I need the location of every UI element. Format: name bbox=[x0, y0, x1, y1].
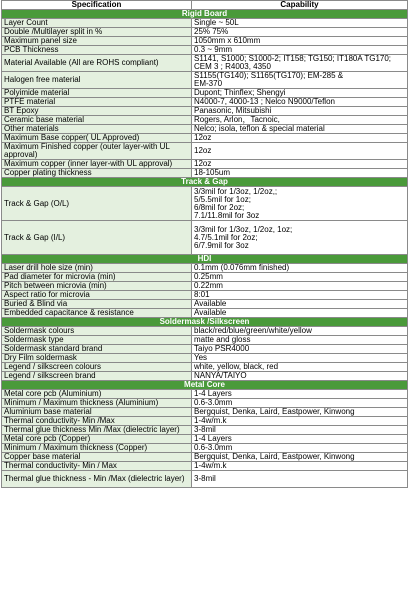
capability-cell bbox=[192, 264, 408, 273]
spec-cell: Aspect ratio for microvia bbox=[2, 291, 192, 300]
spec-cell: Laser drill hole size (min) bbox=[2, 264, 192, 273]
spec-cell: Aluminium base material bbox=[2, 408, 192, 417]
capability-cell bbox=[192, 300, 408, 309]
spec-cell: Legend / silkscreen colours bbox=[2, 363, 192, 372]
capability-cell bbox=[192, 435, 408, 444]
capability-line: Single ~ 50L bbox=[194, 18, 239, 27]
spec-cell: Maximum Base copper( UL Approved) bbox=[2, 134, 192, 143]
table-row bbox=[2, 55, 408, 72]
table-row bbox=[2, 309, 408, 318]
table-row bbox=[2, 28, 408, 37]
spec-cell: Layer Count bbox=[2, 19, 192, 28]
spec-cell: Copper plating thickness bbox=[2, 169, 192, 178]
capability-cell bbox=[192, 89, 408, 98]
capability-line: Panasonic, Mitsubishi bbox=[194, 106, 272, 115]
table-row bbox=[2, 399, 408, 408]
table-row bbox=[2, 19, 408, 28]
section-title: HDI bbox=[2, 255, 408, 264]
spec-cell: Thermal conductivity- Min /Max bbox=[2, 417, 192, 426]
spec-cell: Track & Gap (O/L) bbox=[2, 187, 192, 221]
capability-cell bbox=[192, 134, 408, 143]
section-header bbox=[2, 255, 408, 264]
table-row bbox=[2, 116, 408, 125]
spec-cell: Track & Gap (I/L) bbox=[2, 221, 192, 255]
spec-cell: Minimum / Maximum thickness (Copper) bbox=[2, 444, 192, 453]
table-row bbox=[2, 107, 408, 116]
spec-cell: Pad diameter for microvia (min) bbox=[2, 273, 192, 282]
capability-line: 6/8mil for 2oz; bbox=[194, 202, 245, 212]
capability-cell bbox=[192, 444, 408, 453]
capability-line: 18-105um bbox=[194, 168, 231, 177]
capability-line: 12oz bbox=[194, 133, 212, 142]
capability-line: Available bbox=[194, 299, 227, 308]
table-row bbox=[2, 426, 408, 435]
capability-line: 3/3mil for 1/3oz, 1/2oz, 1oz; bbox=[194, 224, 293, 234]
header-row bbox=[2, 1, 408, 10]
section-title: Track & Gap bbox=[2, 178, 408, 187]
table-row bbox=[2, 444, 408, 453]
spec-cell: Copper base material bbox=[2, 453, 192, 462]
capability-cell bbox=[192, 125, 408, 134]
table-row bbox=[2, 363, 408, 372]
capability-cell bbox=[192, 336, 408, 345]
spec-cell: Maximum copper (inner layer-with UL approval) bbox=[2, 160, 192, 169]
spec-cell: Thermal conductivity- Min / Max bbox=[2, 462, 192, 471]
section-header bbox=[2, 381, 408, 390]
capability-cell bbox=[192, 28, 408, 37]
capability-line: white, yellow, black, red bbox=[194, 362, 279, 371]
capability-line: 1-4 Layers bbox=[194, 434, 232, 443]
section-header bbox=[2, 10, 408, 19]
header-capability: Capability bbox=[192, 1, 408, 10]
capability-line: S1155(TG140); S1165(TG170); EM-285 & bbox=[194, 71, 344, 80]
capability-cell bbox=[192, 291, 408, 300]
capability-line: 8:01 bbox=[194, 290, 210, 299]
capability-line: 0.22mm bbox=[194, 281, 223, 290]
table-row bbox=[2, 471, 408, 488]
capability-line: Available bbox=[194, 308, 227, 317]
capability-cell bbox=[192, 417, 408, 426]
capability-cell bbox=[192, 107, 408, 116]
capability-line: 0.3 ~ 9mm bbox=[194, 45, 233, 54]
capability-cell bbox=[192, 143, 408, 160]
table-row bbox=[2, 169, 408, 178]
table-row bbox=[2, 390, 408, 399]
capability-cell bbox=[192, 169, 408, 178]
capability-cell bbox=[192, 37, 408, 46]
capability-line: matte and gloss bbox=[194, 335, 251, 344]
table-row bbox=[2, 372, 408, 381]
table-row bbox=[2, 72, 408, 89]
table-row bbox=[2, 336, 408, 345]
table-row bbox=[2, 282, 408, 291]
capability-line: Taiyo PSR4000 bbox=[194, 344, 250, 353]
spec-cell: Metal core pcb (Aluminium) bbox=[2, 390, 192, 399]
capability-line: 3/3mil for 1/3oz, 1/2oz,; bbox=[194, 186, 278, 196]
spec-cell: Maximum panel size bbox=[2, 37, 192, 46]
spec-cell: Double /Multilayer split in % bbox=[2, 28, 192, 37]
capability-cell bbox=[192, 282, 408, 291]
capability-line: 3-8mil bbox=[194, 425, 216, 434]
table-row bbox=[2, 134, 408, 143]
capability-line: Rogers, Arlon，Tacnoic, bbox=[194, 115, 280, 124]
spec-cell: BT Epoxy bbox=[2, 107, 192, 116]
capability-line: Nelco; isola, teflon & special material bbox=[194, 124, 325, 133]
spec-cell: PCB Thickness bbox=[2, 46, 192, 55]
capability-line: 25% 75% bbox=[194, 27, 229, 36]
spec-cell: Dry Film soldermask bbox=[2, 354, 192, 363]
table-row bbox=[2, 453, 408, 462]
spec-cell: Legend / silkscreen brand bbox=[2, 372, 192, 381]
capability-cell bbox=[192, 221, 408, 255]
table-row bbox=[2, 435, 408, 444]
header-spec: Specification bbox=[2, 1, 192, 10]
capability-line: N4000-7, 4000-13 ; Nelco N9000/Teflon bbox=[194, 97, 335, 106]
capability-cell bbox=[192, 187, 408, 221]
table-row bbox=[2, 345, 408, 354]
capability-line: 12oz bbox=[194, 159, 212, 168]
spec-cell: Embedded capacitance & resistance bbox=[2, 309, 192, 318]
capability-cell bbox=[192, 462, 408, 471]
capability-cell bbox=[192, 72, 408, 89]
spec-cell: PTFE material bbox=[2, 98, 192, 107]
spec-cell: Soldermask standard brand bbox=[2, 345, 192, 354]
spec-cell: Ceramic base material bbox=[2, 116, 192, 125]
capability-line: 3-8mil bbox=[194, 474, 216, 483]
spec-cell: Soldermask colours bbox=[2, 327, 192, 336]
spec-cell: Minimum / Maximum thickness (Aluminium) bbox=[2, 399, 192, 408]
capability-cell bbox=[192, 363, 408, 372]
capability-line: 7.1/11.8mil for 3oz bbox=[194, 210, 260, 220]
spec-cell: Material Available (All are ROHS compliant) bbox=[2, 55, 192, 72]
table-row bbox=[2, 37, 408, 46]
capability-cell bbox=[192, 273, 408, 282]
capability-line: 1-4 Layers bbox=[194, 389, 232, 398]
table-row bbox=[2, 98, 408, 107]
capability-cell bbox=[192, 116, 408, 125]
capability-line: 1050mm x 610mm bbox=[194, 36, 261, 45]
table-row bbox=[2, 160, 408, 169]
table-row bbox=[2, 273, 408, 282]
capability-line: S1141, S1000; S1000-2; IT158; TG150; IT180A TG170; bbox=[194, 54, 392, 63]
capability-cell bbox=[192, 55, 408, 72]
table-row bbox=[2, 187, 408, 221]
capability-line: 12oz bbox=[194, 146, 212, 155]
capability-line: 1-4w/m.k bbox=[194, 461, 227, 470]
table-row bbox=[2, 291, 408, 300]
capability-cell bbox=[192, 98, 408, 107]
table-row bbox=[2, 89, 408, 98]
section-header bbox=[2, 178, 408, 187]
spec-cell: Thermal glue thickness - Min /Max (dielectric layer) bbox=[2, 471, 192, 488]
section-title: Soldermask /Silkscreen bbox=[2, 318, 408, 327]
spec-cell: Buried & Blind via bbox=[2, 300, 192, 309]
capability-line: 5/5.5mil for 1oz; bbox=[194, 194, 251, 204]
table-row bbox=[2, 327, 408, 336]
table-row bbox=[2, 354, 408, 363]
capability-line: Yes bbox=[194, 353, 208, 362]
capability-cell bbox=[192, 408, 408, 417]
capability-cell bbox=[192, 471, 408, 488]
spec-table-body bbox=[2, 1, 408, 488]
spec-cell: Pitch between microvia (min) bbox=[2, 282, 192, 291]
capability-line: black/red/blue/green/white/yellow bbox=[194, 326, 312, 335]
spec-cell: Other materials bbox=[2, 125, 192, 134]
capability-line: 0.25mm bbox=[194, 272, 223, 281]
capability-line: Bergquist, Denka, Laird, Eastpower, Kinwong bbox=[194, 452, 355, 461]
table-row bbox=[2, 300, 408, 309]
table-row bbox=[2, 143, 408, 160]
section-title: Rigid Board bbox=[2, 10, 408, 19]
capability-line: 0.6-3.0mm bbox=[194, 443, 233, 452]
capability-cell bbox=[192, 345, 408, 354]
capability-cell bbox=[192, 453, 408, 462]
capability-line: CEM 3 ; R4003, 4350 bbox=[194, 62, 271, 71]
table-row bbox=[2, 125, 408, 134]
capability-cell bbox=[192, 426, 408, 435]
spec-table bbox=[1, 0, 408, 488]
capability-cell bbox=[192, 327, 408, 336]
capability-cell bbox=[192, 19, 408, 28]
spec-cell: Metal core pcb (Copper) bbox=[2, 435, 192, 444]
capability-line: Bergquist, Denka, Laird, Eastpower, Kinwong bbox=[194, 407, 355, 416]
capability-cell bbox=[192, 309, 408, 318]
capability-line: NANYA/TAIYO bbox=[194, 371, 247, 380]
spec-cell: Maximum Finished copper (outer layer-with UL approval) bbox=[2, 143, 192, 160]
capability-line: 0.6-3.0mm bbox=[194, 398, 233, 407]
table-row bbox=[2, 264, 408, 273]
capability-cell bbox=[192, 160, 408, 169]
spec-cell: Soldermask type bbox=[2, 336, 192, 345]
capability-cell bbox=[192, 46, 408, 55]
section-title: Metal Core bbox=[2, 381, 408, 390]
capability-line: Dupont; Thinflex; Shengyi bbox=[194, 88, 286, 97]
capability-cell bbox=[192, 354, 408, 363]
spec-cell: Halogen free material bbox=[2, 72, 192, 89]
capability-line: 4.7/5.1mil for 2oz; bbox=[194, 232, 258, 242]
spec-cell: Polyimide material bbox=[2, 89, 192, 98]
capability-cell bbox=[192, 390, 408, 399]
capability-cell bbox=[192, 372, 408, 381]
table-row bbox=[2, 46, 408, 55]
table-row bbox=[2, 221, 408, 255]
table-row bbox=[2, 417, 408, 426]
capability-line: 1-4w/m.k bbox=[194, 416, 227, 425]
capability-line: 6/7.9mil for 3oz bbox=[194, 240, 249, 250]
spec-cell: Thermal glue thickness Min /Max (dielectric layer) bbox=[2, 426, 192, 435]
table-row bbox=[2, 408, 408, 417]
capability-line: EM-370 bbox=[194, 79, 223, 88]
section-header bbox=[2, 318, 408, 327]
capability-cell bbox=[192, 399, 408, 408]
table-row bbox=[2, 462, 408, 471]
capability-line: 0.1mm (0.076mm finished) bbox=[194, 263, 290, 272]
